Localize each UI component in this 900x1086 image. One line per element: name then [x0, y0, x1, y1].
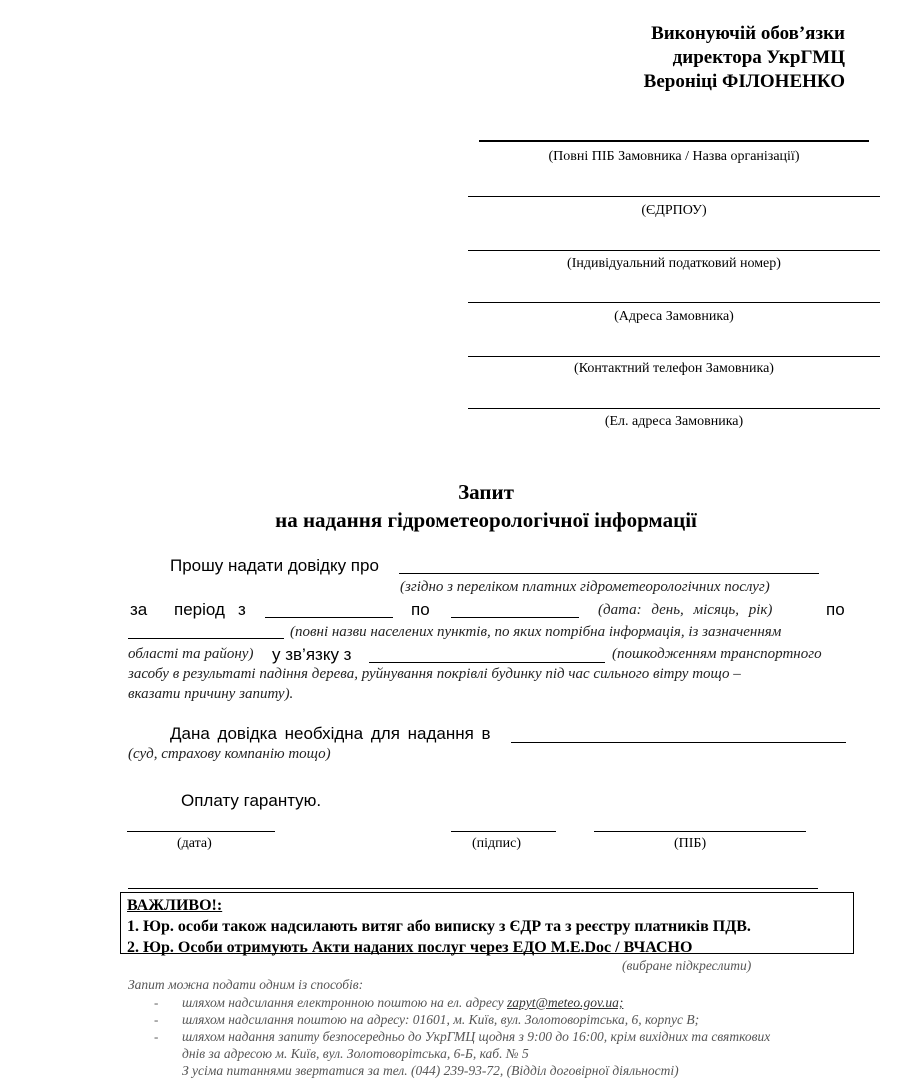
title-line-2: на надання гідрометеорологічної інформації — [275, 508, 697, 532]
reason-line[interactable] — [369, 662, 605, 663]
reason-hint-1: (пошкодженням транспортного — [612, 646, 822, 662]
request-prefix: Прошу надати довідку про — [170, 556, 379, 575]
field-line-email[interactable] — [468, 408, 880, 409]
field-label-edrpou: (ЄДРПОУ) — [641, 203, 707, 218]
bullet-3: - — [154, 1029, 159, 1044]
field-line-address[interactable] — [468, 302, 880, 303]
field-label-tax-number: (Індивідуальний податковий номер) — [567, 256, 781, 271]
reason-prefix: у зв’язку з — [272, 645, 352, 664]
field-line-phone[interactable] — [468, 356, 880, 357]
field-label-address: (Адреса Замовника) — [614, 309, 734, 324]
submission-email-link[interactable]: zapyt@meteo.gov.ua; — [507, 995, 624, 1010]
period-to-label: по — [411, 600, 430, 619]
reason-hint-3: вказати причину запиту). — [128, 686, 294, 702]
places-hint-1: (повні назви населених пунктів, по яких потрібна інформація, із зазначенням — [290, 624, 782, 640]
signature-date-label: (дата) — [177, 836, 212, 851]
submission-intro: Запит можна подати одним із способів: — [128, 977, 364, 992]
submission-way-1 — [182, 995, 623, 1011]
field-line-tax-number[interactable] — [468, 250, 880, 251]
document-title — [0, 478, 900, 534]
signature-name-label: (ПІБ) — [674, 836, 707, 851]
places-hint-2: області та району) — [128, 646, 254, 662]
period-to-line[interactable] — [451, 617, 579, 618]
request-subject-line[interactable] — [399, 573, 819, 574]
separator-line — [128, 888, 818, 889]
period-za: за — [130, 600, 148, 619]
reason-hint-2: засобу в результаті падіння дерева, руйнування покрівлі будинку під час сильного вітру тощо – — [128, 666, 741, 682]
payment-guarantee: Оплату гарантую. — [181, 791, 322, 810]
submission-way-2: шляхом надсилання поштою на адресу: 01601, м. Київ, вул. Золотоворітська, 6, корпус В; — [182, 1012, 700, 1027]
purpose-hint: (суд, страхову компанію тощо) — [128, 746, 331, 762]
field-label-email: (Ел. адреса Замовника) — [604, 414, 744, 429]
field-label-name: (Повні ПІБ Замовника / Назва організації) — [548, 149, 800, 164]
field-line-name[interactable] — [479, 140, 869, 142]
places-line[interactable] — [128, 638, 284, 639]
submission-way-3-line-2: днів за адресою м. Київ, вул. Золотоворітська, 6-Б, каб. № 5 — [182, 1046, 529, 1061]
important-heading: ВАЖЛИВО!: — [127, 897, 223, 914]
addressee-block — [644, 22, 845, 94]
request-hint: (згідно з переліком платних гідрометеорологічних послуг) — [400, 579, 770, 595]
field-line-edrpou[interactable] — [468, 196, 880, 197]
important-item-1: 1. Юр. особи також надсилають витяг або виписку з ЄДР та з реєстру платників ПДВ. — [127, 918, 751, 935]
submission-contact: З усіма питаннями звертатися за тел. (044) 239-93-72, (Відділ договірної діяльності) — [182, 1063, 679, 1078]
submission-way-3-line-1: шляхом надання запиту безпосередньо до УкрГМЦ щодня з 9:00 до 16:00, крім вихідних та святкових — [182, 1029, 771, 1044]
addressee-line-3: Вероніці ФІЛОНЕНКО — [643, 71, 845, 92]
addressee-line-2: директора УкрГМЦ — [672, 47, 845, 68]
period-word: період — [174, 600, 225, 619]
field-label-phone: (Контактний телефон Замовника) — [574, 361, 774, 376]
signature-name-line[interactable] — [594, 831, 806, 832]
title-line-1: Запит — [458, 480, 514, 504]
period-from-label: з — [238, 600, 246, 619]
period-po-2: по — [826, 600, 845, 619]
signature-sign-line[interactable] — [451, 831, 556, 832]
bullet-2: - — [154, 1012, 159, 1027]
signature-sign-label: (підпис) — [472, 836, 522, 851]
purpose-prefix: Дана довідка необхідна для надання в — [170, 724, 491, 743]
submission-way-1-text: шляхом надсилання електронною поштою на ел. адресу — [182, 995, 508, 1010]
period-from-line[interactable] — [265, 617, 393, 618]
important-item-2: 2. Юр. Особи отримують Акти наданих послуг через ЕДО M.E.Doc / ВЧАСНО — [127, 939, 693, 956]
signature-date-line[interactable] — [127, 831, 275, 832]
important-note: (вибране підкреслити) — [622, 958, 752, 973]
important-box — [120, 892, 854, 954]
period-hint: (дата: день, місяць, рік) — [598, 602, 773, 618]
addressee-line-1: Виконуючій обов’язки — [651, 23, 845, 44]
bullet-1: - — [154, 995, 159, 1010]
purpose-line[interactable] — [511, 742, 846, 743]
